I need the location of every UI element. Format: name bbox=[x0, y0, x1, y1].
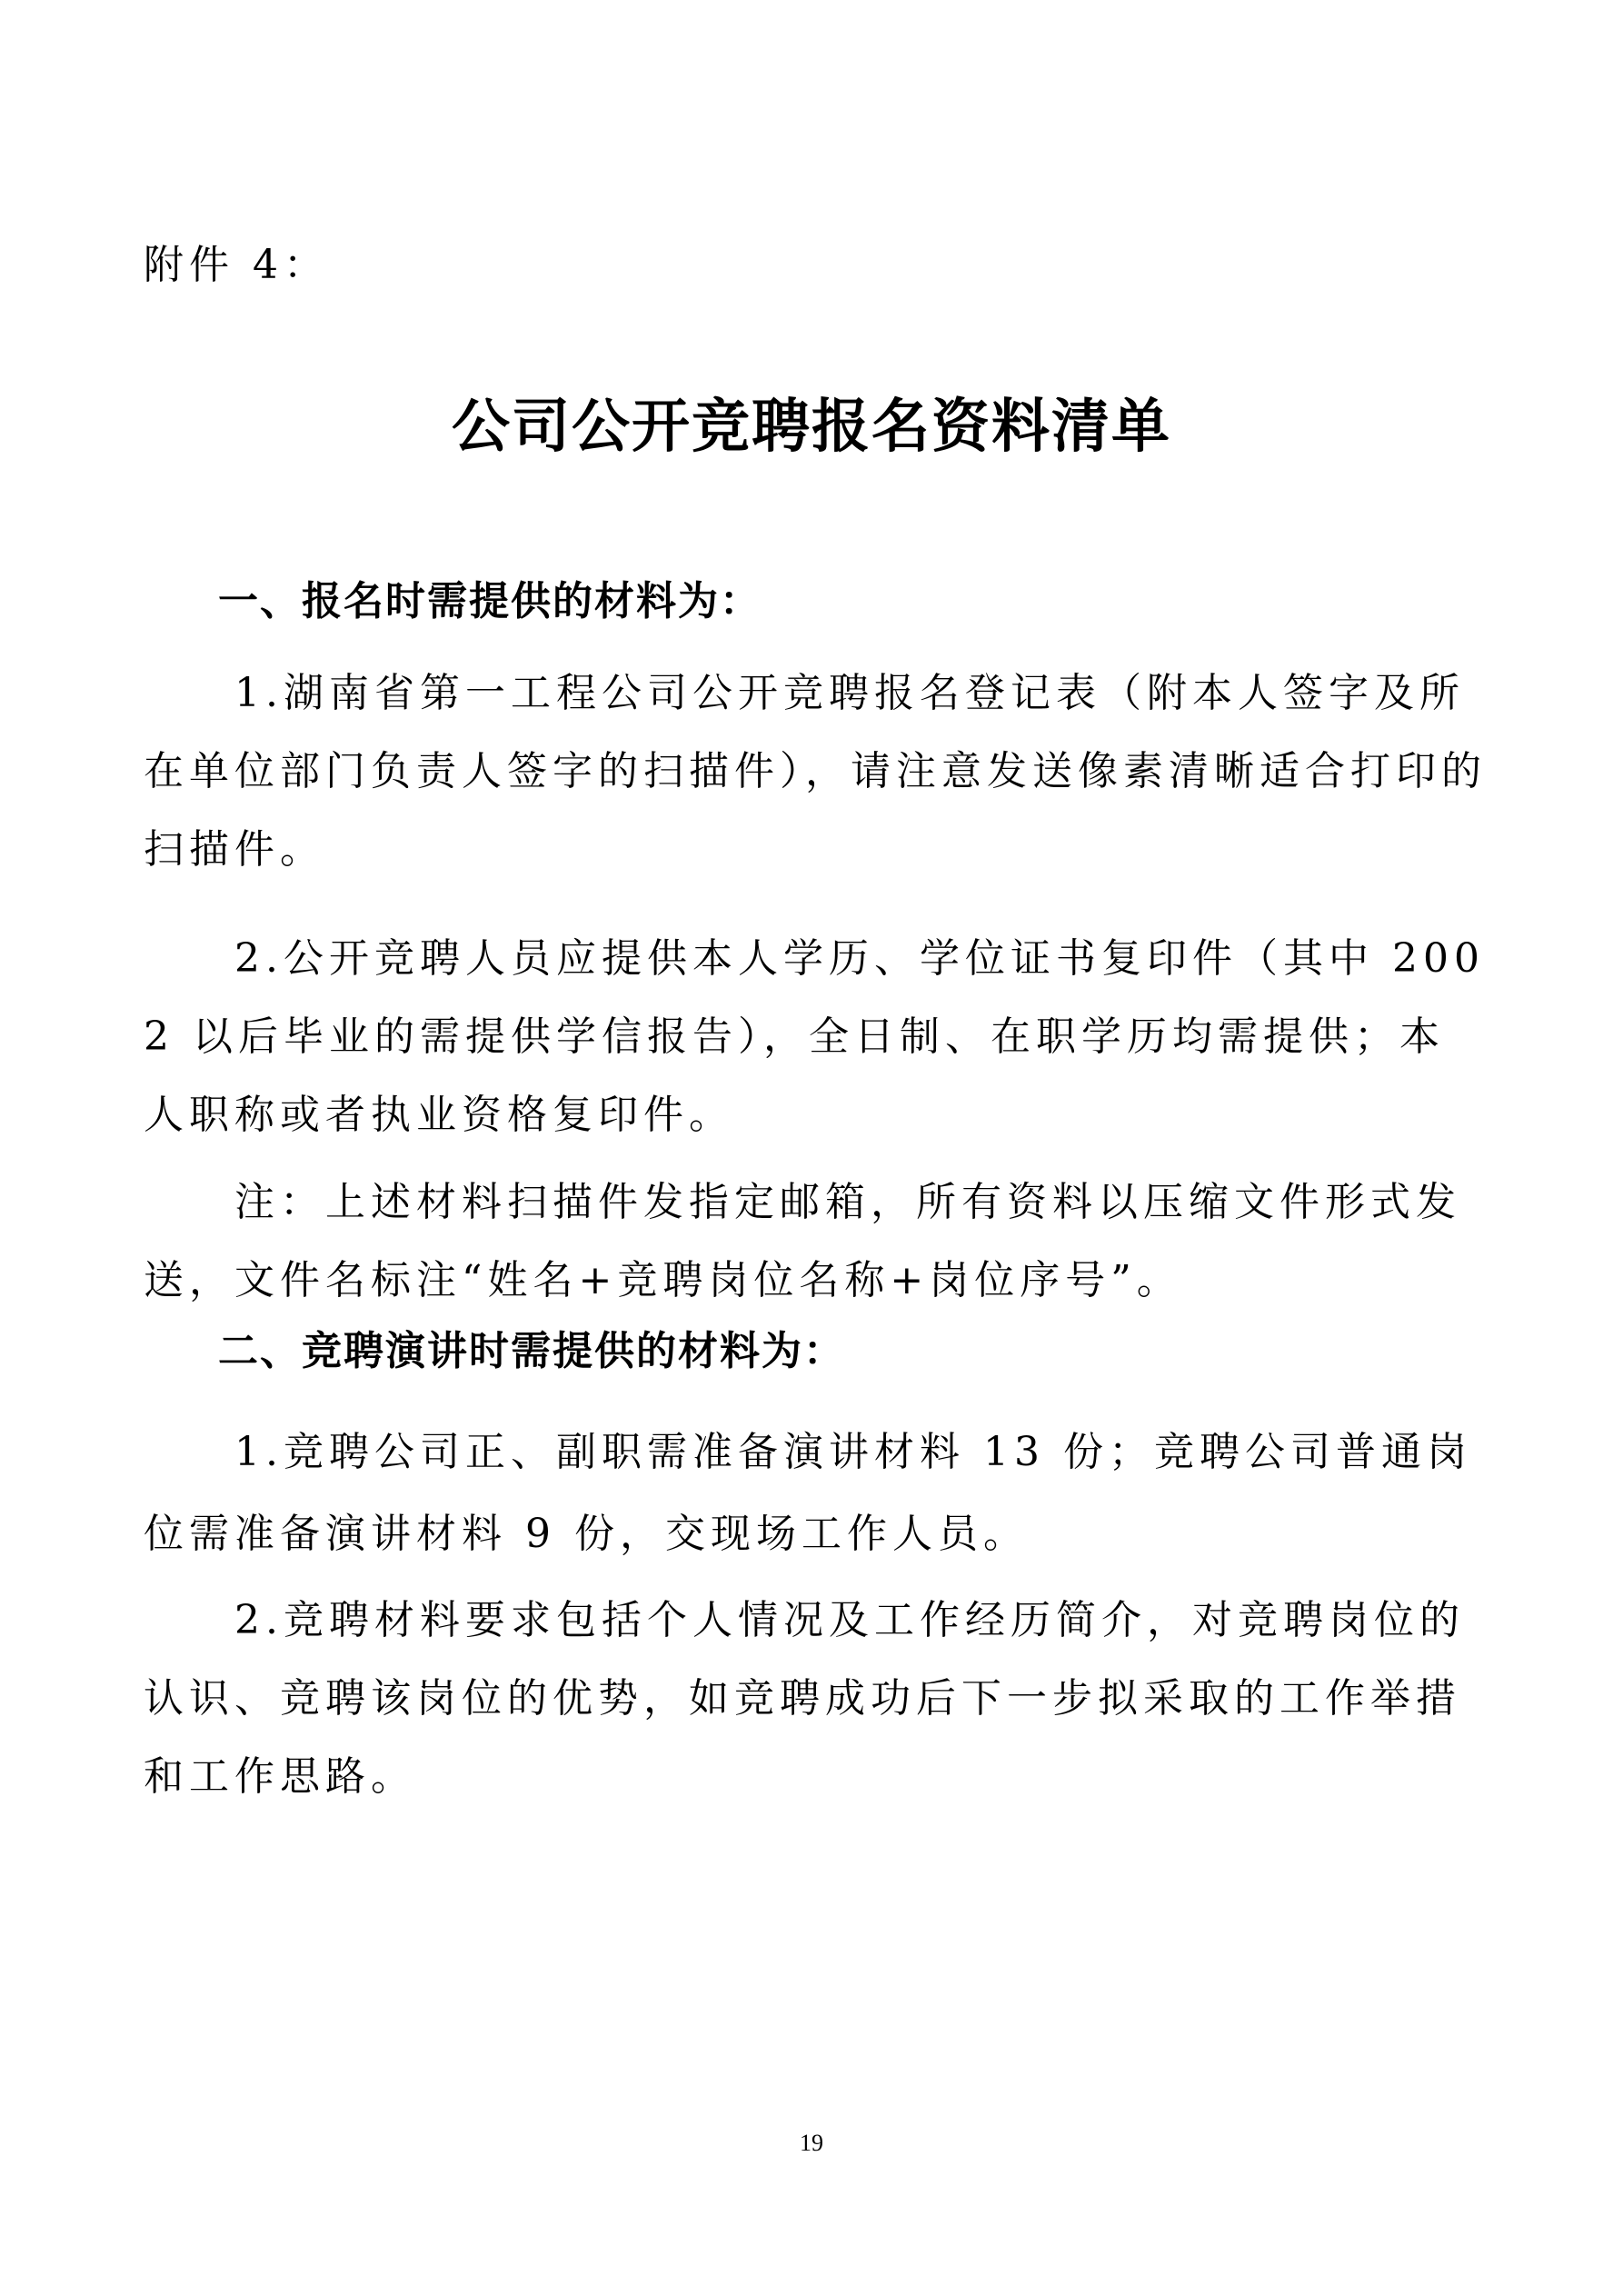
section-1-item-2: 2.公开竞聘人员应提供本人学历、学位证书复印件（其中 2002 以后毕业的需提供学信报告），全日制、在职学历均需提供；本人职称或者执业资格复印件。 bbox=[144, 935, 1485, 1138]
attachment-label: 附件 4： bbox=[144, 242, 329, 288]
section-1-note: 注：上述材料扫描件发指定邮箱，所有资料以压缩文件形式发送，文件名标注“姓名+竞聘岗位名称+岗位序号”。 bbox=[144, 1179, 1461, 1303]
section-1-heading: 一、报名时需提供的材料为： bbox=[218, 578, 762, 624]
section-2-item-2: 2.竞聘材料要求包括个人情况及工作经历简介，对竞聘岗位的认识、竞聘该岗位的优势，如竞聘成功后下一步拟采取的工作举措和工作思路。 bbox=[144, 1597, 1465, 1800]
section-2-item-1: 1.竞聘公司正、副职需准备演讲材料 13 份；竞聘公司普通岗位需准备演讲材料 9 份，交现场工作人员。 bbox=[144, 1429, 1472, 1557]
document-title: 公司公开竞聘报名资料清单 bbox=[452, 393, 1171, 461]
page-number: 19 bbox=[800, 2130, 823, 2156]
section-1-item-1: 1.湖南省第一工程公司公开竞聘报名登记表（附本人签字及所在单位部门负责人签字的扫描件），请注意发送像素清晰适合打印的扫描件。 bbox=[144, 670, 1487, 873]
section-2-heading: 二、竞聘演讲时需提供的材料为： bbox=[218, 1328, 845, 1374]
